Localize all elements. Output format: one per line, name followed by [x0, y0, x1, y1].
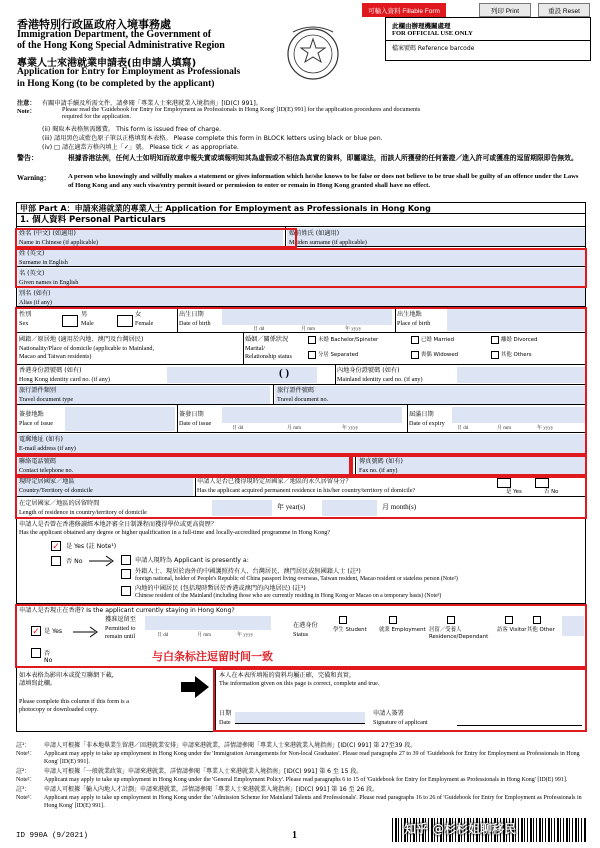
hkid-label-en: Hong Kong identity card no. (if any)	[19, 376, 110, 383]
dob-dd-hint: 日 dd	[253, 327, 265, 332]
expiry-mm-hint: 月 mm	[497, 426, 512, 431]
single-label: 未婚 Bachelor/Spinster	[318, 337, 379, 343]
given-names-label-en: Given names in English	[19, 279, 79, 286]
given-names-label: 名 (英文)	[19, 270, 45, 277]
footnote-1-zh: 註¹： 申請人可根據「非本地畢業生留港／回港就業安排」申請來港就業，詳情請參閱「專業人士來港就業入境指南」[ID(C) 991] 第 27至39 段。	[16, 742, 417, 749]
declaration-en: The information given on this page is correct, complete and true.	[219, 680, 380, 687]
arrow-right-icon	[181, 676, 209, 698]
warning-en: A person who knowingly and wilfully makes a statement or gives information which he/she knows to be false or does not believe to be true shall be guilty of an offence under the Laws of Hong Kong and any such visa/entry permit issued or permission to enter or remain in Hong Kong granted shall have no effect.	[68, 173, 579, 189]
student-label: 學生 Student	[333, 627, 367, 633]
footnote-2-en: Note²： Applicant may apply to take up employment in Hong Kong under the 'General Employment Policy'. Please read paragraphs 6 to 15 of 'Guidebook for Entry for Employment as Professionals in Hong Kong' [ID(E) 991].	[16, 777, 568, 783]
other-status-label: 其他 Other	[527, 627, 555, 633]
female-label-en: Female	[135, 320, 154, 327]
dob-mm-hint: 月 mm	[301, 327, 316, 332]
highlight-declaration	[213, 668, 587, 732]
note-ii: (ii) 閱取本表格無需繳費。 This form is issued free of charge.	[42, 126, 222, 133]
reset-button[interactable]: 重設 Reset	[538, 3, 590, 17]
highlight-fax	[351, 455, 587, 476]
pob-label-en: Place of birth	[397, 320, 431, 327]
in-hk-yes-label: 是 Yes	[44, 628, 63, 635]
official-use-en: FOR OFFICIAL USE ONLY	[392, 30, 473, 37]
maiden-surname-label-en: Maiden surname (if applicable)	[289, 239, 367, 246]
surname-label-en: Surname in English	[19, 259, 68, 266]
others-label: 其他 Others	[501, 352, 532, 358]
male-label: 男	[81, 311, 88, 318]
dob-label: 出生日期	[179, 311, 204, 318]
warning-label-zh: 警告：	[17, 154, 38, 162]
expiry-yyyy-hint: 年 yyyy	[537, 426, 554, 431]
pob-label: 出生地點	[397, 311, 422, 318]
issue-place-label-en: Place of issue	[19, 420, 54, 427]
marital-label: 婚姻／關係狀況	[245, 336, 289, 343]
dept-name-en-2: of the Hong Kong Special Administrative Region	[17, 40, 225, 51]
foreign-national-label-en: foreign national, holder of People's Republic of China passport living overseas, Taiwan resident, Macao resident or stateless person (Note²)	[135, 576, 458, 582]
dob-label-en: Date of birth	[179, 320, 211, 327]
foreign-national-checkbox[interactable]	[121, 569, 131, 579]
permanent-question-en: Has the applicant acquired permanent residence in his/her country/territory of domicile?	[197, 487, 416, 494]
fax-label: 傳真號碼 (如有)	[359, 458, 403, 465]
official-use-box	[385, 17, 591, 61]
employment-label: 就業 Employment	[379, 627, 426, 633]
surname-label: 姓 (英文)	[19, 250, 45, 257]
domicile-country-label: 現時定居國家／地區	[19, 478, 75, 485]
permit-mm-hint: 月 mm	[197, 633, 212, 638]
notes-label-zh: 注意：	[17, 100, 36, 107]
degree-no-checkbox[interactable]	[51, 556, 61, 566]
permit-yyyy-hint: 年 yyyy	[237, 633, 254, 638]
annotation-text: 与白条标注逗留时间一致	[152, 650, 273, 663]
fax-label-en: Fax no. (if any)	[359, 467, 398, 474]
sex-label-en: Sex	[19, 320, 29, 327]
expiry-date-label: 屆滿日期	[409, 411, 434, 418]
signature-label-en: Signature of applicant	[373, 719, 428, 726]
photocopy-note-zh-1: 如本表格為影印本或從互聯網下載，	[19, 672, 118, 679]
form-id: ID 990A (9/2021)	[16, 832, 89, 840]
photocopy-note-en-1: Please complete this column if this form is a	[19, 698, 129, 705]
official-use-zh: 此欄由辦理機關處理	[392, 22, 451, 30]
permit-label-en-1: Permitted to	[105, 625, 136, 632]
section-1-title: 1. 個人資料 Personal Particulars	[16, 214, 586, 227]
mainland-id-label-en: Mainland identity card no. (if any)	[337, 376, 423, 383]
dept-name-zh: 香港特別行政區政府入境事務處	[17, 18, 171, 31]
present-checkbox[interactable]	[121, 555, 131, 565]
dob-yyyy-hint: 年 yyyy	[345, 327, 362, 332]
degree-question: 申請人是否曾在香港修讀經本地評審全日制課程而獲得學位或更高資歷？	[19, 521, 217, 528]
in-hk-yes-checkbox[interactable]: ✓	[32, 626, 40, 636]
travel-doc-no-label-en: Travel document no.	[277, 396, 329, 403]
footnote-1-en: Note¹： Applicant may apply to take up employment in Hong Kong under the 'Immigration Arrangements for Non-local Graduates'. Please read paragraphs 27 to 39 of 'Guidebook for Entry for Employment as Professionals in Hong Kong' [ID(E) 991].	[16, 751, 580, 765]
highlight-tel	[15, 455, 351, 476]
row-degree	[16, 519, 586, 604]
date-label-en: Date	[219, 719, 231, 726]
issue-yyyy-hint: 年 yyyy	[342, 426, 359, 431]
nationality-label-en-1: Nationality/Place of domicile (applicable to Mainland,	[19, 345, 155, 352]
warning-label-en: Warning：	[17, 174, 51, 182]
foreign-national-label: 外籍人士、現居於海外的中國護照持有人、台灣居民、澳門居民或無國籍人士 (註²)	[135, 568, 361, 575]
separated-label: 分居 Separated	[318, 352, 359, 358]
divorced-label: 離婚 Divorced	[501, 337, 538, 343]
hkid-check-digit: ( )	[279, 367, 290, 379]
highlight-personal-block	[15, 307, 587, 455]
part-a-header: 甲部 Part A：申請來港就業的專業人士 Application for Employment as Professionals in Hong Kong	[16, 202, 586, 214]
note-iii: (iii) 請用黑色或藍色原子筆以正楷填寫本表格。 Please complete this form in BLOCK letters using black or blue pen.	[42, 135, 383, 142]
warning-zh: 根據香港法例，任何人士如明知而故意申報失實或填報明知其為虛假或不相信為真實的資料，即屬違法，而該人所獲發的任何簽證／進入許可或獲准的逗留期限即告無效。	[68, 154, 578, 162]
permanent-yes-label: 是 Yes	[506, 489, 522, 495]
length-label: 在定居國家／地區的居留時間	[19, 500, 100, 507]
years-label: 年 year(s)	[277, 503, 306, 511]
hksar-emblem-icon	[285, 22, 341, 84]
expiry-dd-hint: 日 dd	[457, 426, 469, 431]
mainland-resident-label: 內地的中國居民 (包括現時暫居於香港或澳門的內地居民) (註³)	[135, 585, 306, 592]
note-iv: (iv) □ 請在適當方格內填上「✓」號。 Please tick ✓ as appropriate.	[42, 144, 239, 151]
note-i-zh: 有關申請手續及所需文件，請參閱「專業人士來港就業入境指南」[ID(C) 991]。	[42, 100, 262, 107]
highlight-surname-given	[15, 248, 587, 288]
issue-mm-hint: 月 mm	[287, 426, 302, 431]
declaration-zh: 本人在本表所填報的資料均屬正確，完備和真實。	[219, 672, 356, 679]
permit-label-en-2: remain until	[105, 633, 136, 640]
widowed-label: 喪偶 Widowed	[421, 352, 459, 358]
present-label: 申請人現時為 Applicant is presently a:	[135, 557, 249, 564]
print-button[interactable]: 列印 Print	[479, 3, 531, 17]
domicile-country-label-en: Country/Territory of domicile	[19, 487, 93, 494]
travel-doc-type-label-en: Travel document type	[19, 396, 74, 403]
permanent-question: 申請人是否已獲得現時定居國家／地區的永久居留身分？	[197, 478, 352, 485]
mainland-resident-label-en: Chinese resident of the Mainland (including those who are currently residing in Hong Kong or Macao on a temporary basis) (Note³)	[135, 593, 442, 599]
issue-date-label-en: Date of issue	[179, 420, 212, 427]
fillable-form-badge: 可輸入資料 Fillable Form	[362, 3, 446, 17]
nationality-label-en-2: Macao and Taiwan residents)	[19, 353, 92, 360]
footnote-2-zh: 註²： 申請人可根據「一般就業政策」申請來港就業，詳情請參閱「專業人士來港就業入境指南」[ID(C) 991] 第 6 至 15 段。	[16, 768, 363, 775]
date-label: 日期	[219, 710, 232, 717]
photocopy-note-en-2: photocopy or downloaded copy.	[19, 706, 99, 713]
months-label: 月 month(s)	[382, 503, 417, 511]
issue-place-label: 簽發地點	[19, 411, 44, 418]
alias-label: 別名 (如有)	[19, 290, 51, 297]
note-i-en: Please read the 'Guidebook for Entry for Employment as Professionals in Hong Kong' [ID(E) 991] for the application procedures and documents required for the application.	[62, 106, 421, 120]
travel-doc-no-label: 旅行證件號碼	[277, 387, 315, 394]
degree-yes-checkbox[interactable]: ✓	[52, 541, 60, 551]
mainland-id-label: 內地身份證號碼 (如有)	[337, 367, 400, 374]
highlight-in-hk	[15, 604, 587, 668]
married-label: 已婚 Married	[421, 337, 455, 343]
email-label-en: E-mail address (if any)	[19, 445, 76, 452]
permanent-no-label: 否 No	[544, 489, 559, 495]
form-title-en-2: in Hong Kong (to be completed by the applicant)	[17, 79, 215, 89]
photocopy-note-zh-2: 請填寫此欄。	[19, 680, 57, 687]
tel-label-en: Contact telephone no.	[19, 467, 74, 474]
degree-no-label: 否 No	[66, 558, 83, 565]
dept-name-en-1: Immigration Department, the Government of	[17, 29, 212, 40]
mainland-resident-checkbox[interactable]	[121, 586, 131, 596]
tel-label: 聯絡電話號碼	[19, 458, 57, 465]
visitor-label: 訪客 Visitor	[497, 627, 527, 633]
length-label-en: Length of residence in country/territory of domicile	[19, 509, 147, 516]
degree-question-en: Has the applicant obtained any degree or higher qualification in a full-time and locally-accredited programme in Hong Kong?	[19, 529, 331, 536]
reference-barcode-label: 檔案號碼 Reference barcode	[392, 45, 475, 52]
travel-doc-type-label: 旅行證件類別	[19, 387, 57, 394]
page-number: 1	[292, 830, 297, 841]
alias-label-en: Alias (if any)	[19, 299, 52, 306]
maiden-surname-label: 婚前姓氏 (如適用)	[289, 230, 340, 237]
highlight-domicile	[15, 476, 587, 519]
nationality-label: 國籍／原居地 (適用於內地、澳門及台灣居民)	[19, 336, 144, 343]
sex-label: 性別	[19, 311, 32, 318]
hkid-label: 香港身份證號碼 (如有)	[19, 367, 82, 374]
notes-label-en: Note：	[17, 108, 36, 115]
footnote-3-zh: 註³： 申請人可根據「輸入內地人才計劃」申請來港就業，詳情請參閱「專業人士來港就業入境指南」[ID(C) 991] 第 16 至 26 段。	[16, 786, 379, 793]
expiry-date-label-en: Date of expiry	[409, 420, 445, 427]
footnotes	[16, 742, 586, 810]
footnote-3-en: Note³： Applicant may apply to take up employment in Hong Kong under the 'Admission Scheme for Mainland Talents and Professionals'. Please read paragraphs 16 to 26 of 'Guidebook for Entry for Employment as Professionals in Hong Kong' [ID(E) 991].	[16, 795, 582, 809]
degree-yes-label: 是 Yes (註 Note¹)	[66, 543, 117, 550]
watermark: 知乎 @杉杉姐聊移民	[404, 822, 517, 836]
marital-label-en-2: Relationship status	[245, 353, 292, 360]
issue-date-label: 簽發日期	[179, 411, 204, 418]
residence-label: 居留／受養人 Residence/Dependant	[429, 627, 489, 640]
highlight-name-zh	[15, 228, 297, 248]
marital-label-en-1: Marital/	[245, 345, 265, 352]
email-label: 電郵地址 (如有)	[19, 436, 63, 443]
in-hk-question: 申請人是否現正在香港? Is the applicant currently staying in Hong Kong?	[19, 607, 235, 614]
alias-input[interactable]	[18, 288, 585, 306]
male-label-en: Male	[81, 320, 94, 327]
arrow-right-icon	[89, 554, 117, 568]
issue-dd-hint: 日 dd	[232, 426, 244, 431]
form-title-en-1: Application for Entry for Employment as Professionals	[17, 67, 241, 77]
form-title-zh: 專業人士來港就業申請表(由申請人填寫)	[17, 58, 197, 69]
row-alias	[16, 287, 586, 307]
name-zh-label: 姓名 (中文) (如適用)	[19, 230, 76, 237]
name-zh-label-en: Name in Chinese (if applicable)	[19, 239, 99, 246]
permit-dd-hint: 日 dd	[157, 633, 169, 638]
in-hk-no-label: 否 No	[44, 650, 53, 664]
permit-label: 獲准逗留至	[105, 616, 136, 623]
status-label-en: Status	[293, 631, 309, 638]
status-label: 在港身份	[293, 622, 318, 629]
signature-label: 申請人簽署	[373, 710, 404, 717]
female-label: 女	[135, 311, 142, 318]
